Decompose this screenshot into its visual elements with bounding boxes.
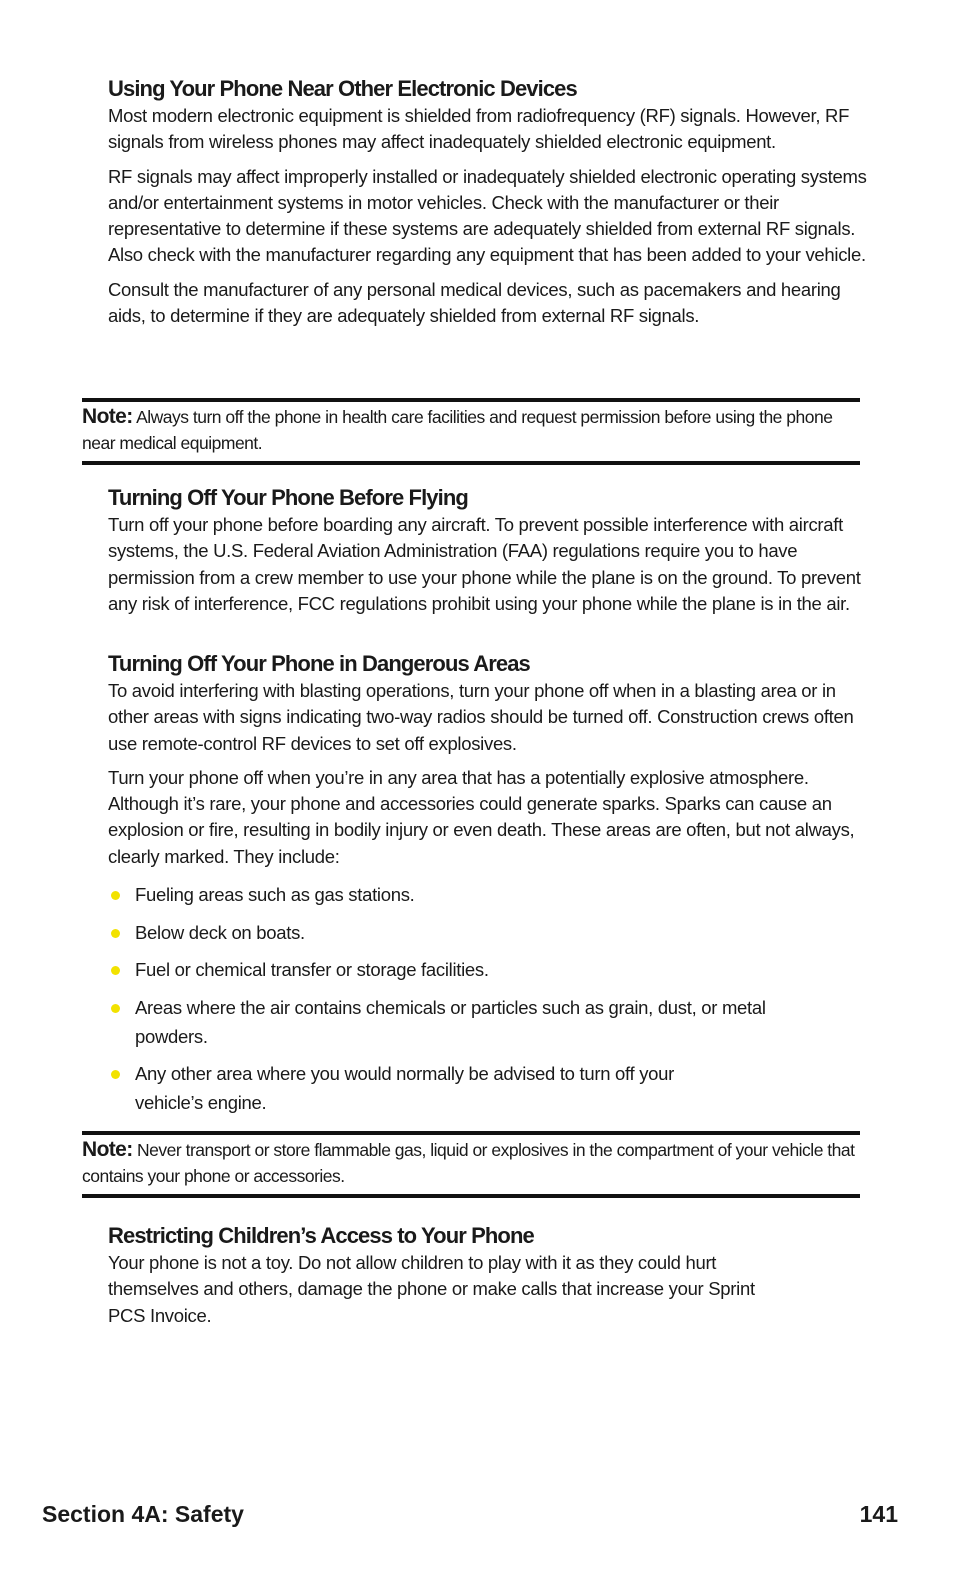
section-electronic-devices [108,75,868,329]
footer-section-label: Section 4A: Safety [42,1501,244,1527]
note-text: Always turn off the phone in health care facilities and request permission before using the phone near medical equipment. [82,407,833,453]
bullet-dot-icon [111,966,120,975]
explosive-areas-list [108,880,868,1126]
heading-electronic-devices: Using Your Phone Near Other Electronic Devices [108,76,577,101]
section-flying [108,484,868,617]
paragraph: Your phone is not a toy. Do not allow children to play with it as they could hurt themselves and others, damage the phone or make calls that increase your Sprint PCS Invoice. [108,1252,755,1326]
paragraph: RF signals may affect improperly installed or inadequately shielded electronic operating systems and/or entertainment systems in motor vehicles. Check with the manufacturer or their representative to determine if these systems are adequately shielded from external RF signals. Also check with the manufacturer regarding any equipment that has been added to your vehicle. [108,165,867,266]
note-label: Note: [82,405,133,428]
bullet-dot-icon [111,929,120,938]
paragraph: Consult the manufacturer of any personal medical devices, such as pacemakers and hearing aids, to determine if they are adequately shielded from external RF signals. [108,278,841,327]
note-box-flammable [82,1131,860,1198]
section-dangerous-areas [108,650,868,870]
paragraph: Turn off your phone before boarding any aircraft. To prevent possible interference with aircraft systems, the U.S. Federal Aviation Administration (FAA) regulations require you to have permission from a crew member to use your phone while the plane is on the ground. To prevent any risk of interference, FCC regulations prohibit using your phone while the plane is in the air. [108,514,861,614]
section-children [108,1222,788,1329]
page-number: 141 [859,1501,898,1527]
heading-children: Restricting Children’s Access to Your Phone [108,1223,534,1248]
bullet-dot-icon [111,1070,120,1079]
paragraph: Most modern electronic equipment is shielded from radiofrequency (RF) signals. However, RF signals from wireless phones may affect inadequately shielded electronic equipment. [108,105,850,153]
list-item: Fuel or chemical transfer or storage facilities. [108,955,868,984]
list-item: Fueling areas such as gas stations. [108,880,868,909]
list-item: Below deck on boats. [108,918,868,947]
bullet-dot-icon [111,1004,120,1013]
note-text: Never transport or store flammable gas, liquid or explosives in the compartment of your vehicle that contains your phone or accessories. [82,1140,855,1186]
note-label: Note: [82,1138,133,1161]
list-item: Any other area where you would normally be advised to turn off your vehicle’s engine. [108,1059,745,1117]
heading-dangerous-areas: Turning Off Your Phone in Dangerous Areas [108,651,530,676]
list-item: Areas where the air contains chemicals or particles such as grain, dust, or metal powders. [108,993,775,1051]
heading-flying: Turning Off Your Phone Before Flying [108,485,468,510]
note-box-medical [82,398,860,465]
bullet-dot-icon [111,891,120,900]
paragraph: Turn your phone off when you’re in any area that has a potentially explosive atmosphere. Although it’s rare, your phone and accessories could generate sparks. Sparks can cause an explosion or fire, resulting in bodily injury or even death. These areas are often, but not always, clearly marked. They include: [108,766,855,867]
paragraph: To avoid interfering with blasting operations, turn your phone off when in a blasting area or in other areas with signs indicating two-way radios should be turned off. Construction crews often use remote-control RF devices to set off explosives. [108,680,854,754]
